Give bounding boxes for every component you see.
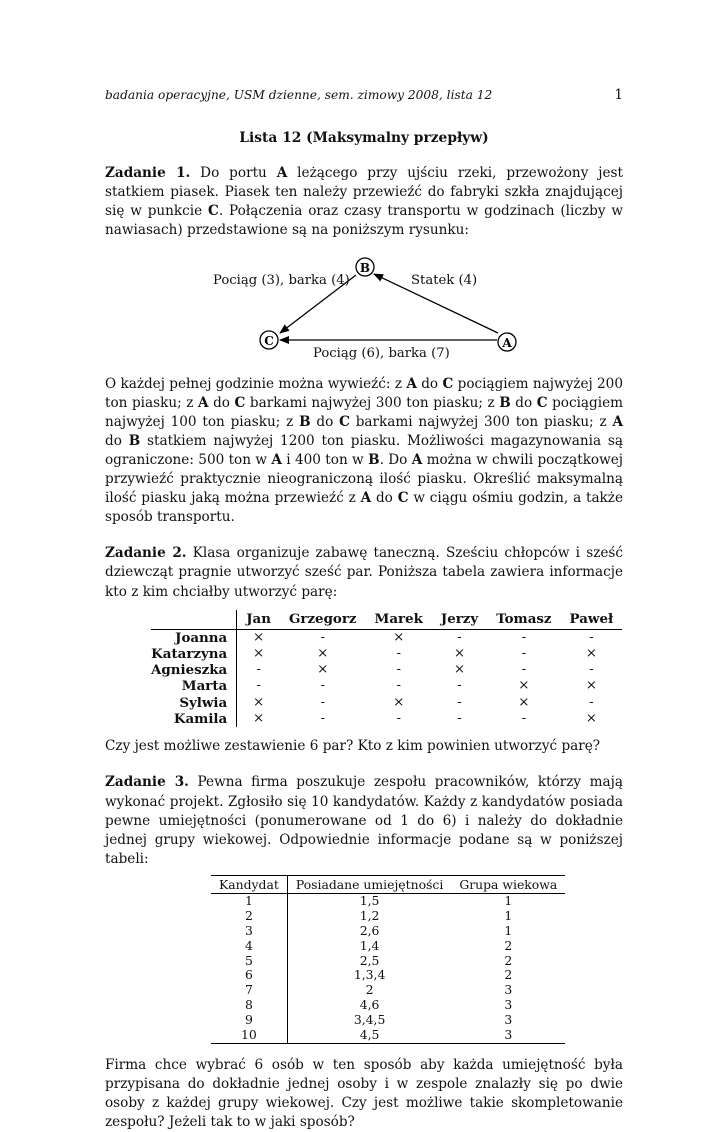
table-row: Joanna × - × - - - <box>151 629 622 646</box>
table-row: 3 2,6 1 <box>211 924 565 939</box>
row-header: Sylwia <box>151 695 237 711</box>
page-title: Lista 12 (Maksymalny przepływ) <box>239 130 489 147</box>
column-header: Marek <box>366 610 432 630</box>
task1-intro: Zadanie 1. Do portu A leżącego przy ujściu rzeki, przewożony jest statkiem piasek. Piasek ten należy przewieźć do fabryki szkła znajdującej się w punkcie C. Połączenia oraz czasy transportu w godzinach (liczby w nawiasach) przedstawione są na poniższym rysunku: <box>105 165 623 239</box>
transport-diagram <box>105 253 623 361</box>
column-header: Posiadane umiejętności <box>287 875 451 893</box>
table-row: Agnieszka - × - × - - <box>151 662 594 679</box>
candidates-table-header <box>211 875 565 893</box>
row-header: Marta <box>151 678 237 694</box>
node-c-label: C <box>264 333 274 348</box>
table-row: 6 1,3,4 2 <box>211 968 565 983</box>
page <box>105 86 623 1132</box>
row-header: Kamila <box>151 711 237 727</box>
table-row: 8 4,6 3 <box>211 998 565 1013</box>
row-header: Katarzyna <box>151 646 237 662</box>
column-header: Tomasz <box>487 610 560 630</box>
transport-graph <box>105 253 623 350</box>
row-header: Joanna <box>151 629 237 646</box>
task3-label: Zadanie 3. <box>105 774 189 791</box>
table-row: Marta - - - - × × <box>151 678 622 694</box>
node-b-label: B <box>359 260 371 275</box>
column-header: Jan <box>237 610 280 630</box>
table-row: 10 4,5 3 <box>211 1028 565 1043</box>
task2-label: Zadanie 2. <box>105 545 187 562</box>
task1-label: Zadanie 1. <box>105 165 191 182</box>
table-row: 4 1,4 2 <box>211 939 565 954</box>
column-header: Paweł <box>561 610 623 630</box>
node-a-label: A <box>502 335 512 350</box>
task1-body: O każdej pełnej godzinie można wywieźć: z A do C pociągiem najwyżej 200 ton piasku; z A do C barkami najwyżej 300 ton piasku; z B do C pociągiem najwyżej 100 ton piasku; z B do C barkami najwyżej 300 ton piasku; z A do B statkiem najwyżej 1200 ton piasku. Możliwości magazynowania są ograniczone: 500 ton w A i 400 ton w B. Do A można w chwili początkowej przywieźć praktycznie nieograniczoną ilość piasku. Określić maksymalną ilość piasku jaką można przewieźć z A do C w ciągu ośmiu godzin, a także sposób transportu. <box>105 375 624 526</box>
running-title: badania operacyjne, USM dzienne, sem. zimowy 2008, lista 12 <box>105 88 493 102</box>
task3-intro: Zadanie 3. Pewna firma poszukuje zespołu pracowników, którzy mają wykonać projekt. Zgłosiło się 10 kandydatów. Każdy z kandydatów posiada pewne umiejętności (ponumerowane od 1 do 6) i należy do dokładnie jednej grupy wiekowej. Odpowiednie informacje podane są w poniższej tabeli: <box>105 774 623 867</box>
pairing-table <box>151 610 622 728</box>
task2-question: Czy jest możliwe zestawienie 6 par? Kto z kim powinien utworzyć parę? <box>105 738 601 755</box>
edge-bc-label: Pociąg (3), barka (4) <box>213 272 350 288</box>
page-number: 1 <box>614 87 623 103</box>
table-row: 5 2,5 2 <box>211 954 565 969</box>
table-row: Kamila × - - - - × <box>151 711 622 727</box>
running-header <box>105 86 623 105</box>
table-row: 9 3,4,5 3 <box>211 1013 565 1028</box>
table-row: 2 1,2 1 <box>211 909 565 924</box>
column-header: Grzegorz <box>280 610 366 630</box>
column-header: Jerzy <box>432 610 487 630</box>
pairing-table-header <box>151 610 622 630</box>
column-header: Grupa wiekowa <box>451 875 565 893</box>
table-row: Katarzyna × × - × - × <box>151 645 597 662</box>
table-row: 7 2 3 <box>211 983 565 998</box>
task2-intro: Zadanie 2. Klasa organizuje zabawę taneczną. Sześciu chłopców i sześć dziewcząt pragnie utworzyć sześć par. Poniższa tabela zawiera informacje kto z kim chciałby utworzyć parę: <box>105 545 623 600</box>
table-row: 1 1,5 1 <box>211 893 565 908</box>
column-header: Kandydat <box>211 875 287 893</box>
edge-ac-label: Pociąg (6), barka (7) <box>313 345 450 361</box>
row-header: Agnieszka <box>151 662 237 678</box>
edge-ab-label: Statek (4) <box>411 272 478 288</box>
candidates-table <box>211 875 565 1044</box>
task3-closing: Firma chce wybrać 6 osób w ten sposób aby każda umiejętność była przypisana do dokładnie jednej osoby i w zespole znalazły się po dwie osoby z każdej grupy wiekowej. Czy jest możliwe takie skompletowanie zespołu? Jeżeli tak to w jaki sposób? <box>105 1057 623 1131</box>
table-row: Sylwia × - × - × - <box>151 695 622 711</box>
